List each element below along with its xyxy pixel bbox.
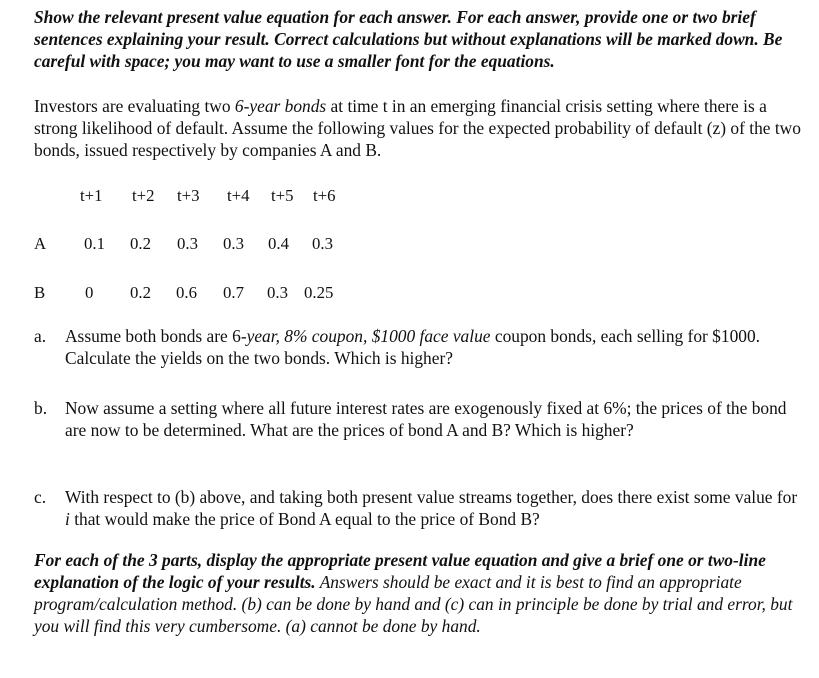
question-c-text-1: With respect to (b) above, and taking both present value streams together, does there exist some value for <box>65 487 798 507</box>
table-cell: 0.3 <box>177 234 198 253</box>
question-a-emphasis: year, 8% coupon, $1000 face value <box>246 326 491 346</box>
question-letter: c. <box>34 487 47 507</box>
table-cell: 0.3 <box>312 234 333 253</box>
closing-bold-text: For each of the 3 parts, display the appropriate present value equation and give a brief one or two-line explanation of the logic of your results. <box>34 550 766 592</box>
question-c-emphasis: i <box>65 509 70 529</box>
table-cell: 0 <box>85 283 94 302</box>
table-cell: 0.6 <box>176 283 197 302</box>
table-cell: 0.25 <box>304 283 334 302</box>
question-c-text-2: that would make the price of Bond A equal to the price of Bond B? <box>69 509 540 529</box>
table-cell: 0.2 <box>130 283 151 302</box>
closing-italic-text: Answers should be exact and it is best to find an appropriate program/calculation method. (b) can be done by hand and (c) can in principle be done by trial and error, but you will find this very cumbersome. (a) cannot be done by hand. <box>34 572 793 636</box>
question-a-text-2: coupon bonds, each selling for $1000. Calculate the yields on the two bonds. Which is higher? <box>65 326 761 368</box>
table-header-cell: t+5 <box>271 186 294 205</box>
question-a-text <box>65 325 805 369</box>
table-header-cell: t+1 <box>80 186 103 205</box>
row-label: A <box>34 234 47 253</box>
question-b-text: Now assume a setting where all future interest rates are exogenously fixed at 6%; the prices of the bond are now to be determined. What are the prices of bond A and B? Which is higher? <box>65 398 787 440</box>
table-header-cell: t+4 <box>227 186 250 205</box>
table-header-cell: t+2 <box>132 186 155 205</box>
row-label: B <box>34 283 46 302</box>
question-letter: b. <box>34 398 48 418</box>
table-cell: 0.2 <box>130 234 151 253</box>
table-cell: 0.3 <box>223 234 244 253</box>
table-header-cell: t+6 <box>313 186 336 205</box>
intro-text-1: Investors are evaluating two <box>34 96 235 116</box>
closing-paragraph <box>34 549 806 637</box>
table-cell: 0.7 <box>223 283 244 302</box>
table-header-cell: t+3 <box>177 186 200 205</box>
intro-emphasis: 6-year bonds <box>234 96 327 116</box>
intro-text-2: at time t in an emerging financial crisis setting where there is a strong likelihood of default. Assume the following values for the expected probability of default (z) of the two bonds, issued respectively by companies A and B. <box>34 96 801 160</box>
table-cell: 0.3 <box>267 283 288 302</box>
table-cell: 0.1 <box>84 234 105 253</box>
question-a-text-1: Assume both bonds are 6- <box>65 326 247 346</box>
question-letter: a. <box>34 326 47 346</box>
instructions-paragraph: Show the relevant present value equation for each answer. For each answer, provide one or two brief sentences explaining your result. Correct calculations but without explanations will be marked down. Be careful with space; you may want to use a smaller font for the equations. <box>34 7 783 71</box>
intro-paragraph <box>34 95 806 161</box>
table-cell: 0.4 <box>268 234 289 253</box>
question-c-text <box>65 486 805 530</box>
